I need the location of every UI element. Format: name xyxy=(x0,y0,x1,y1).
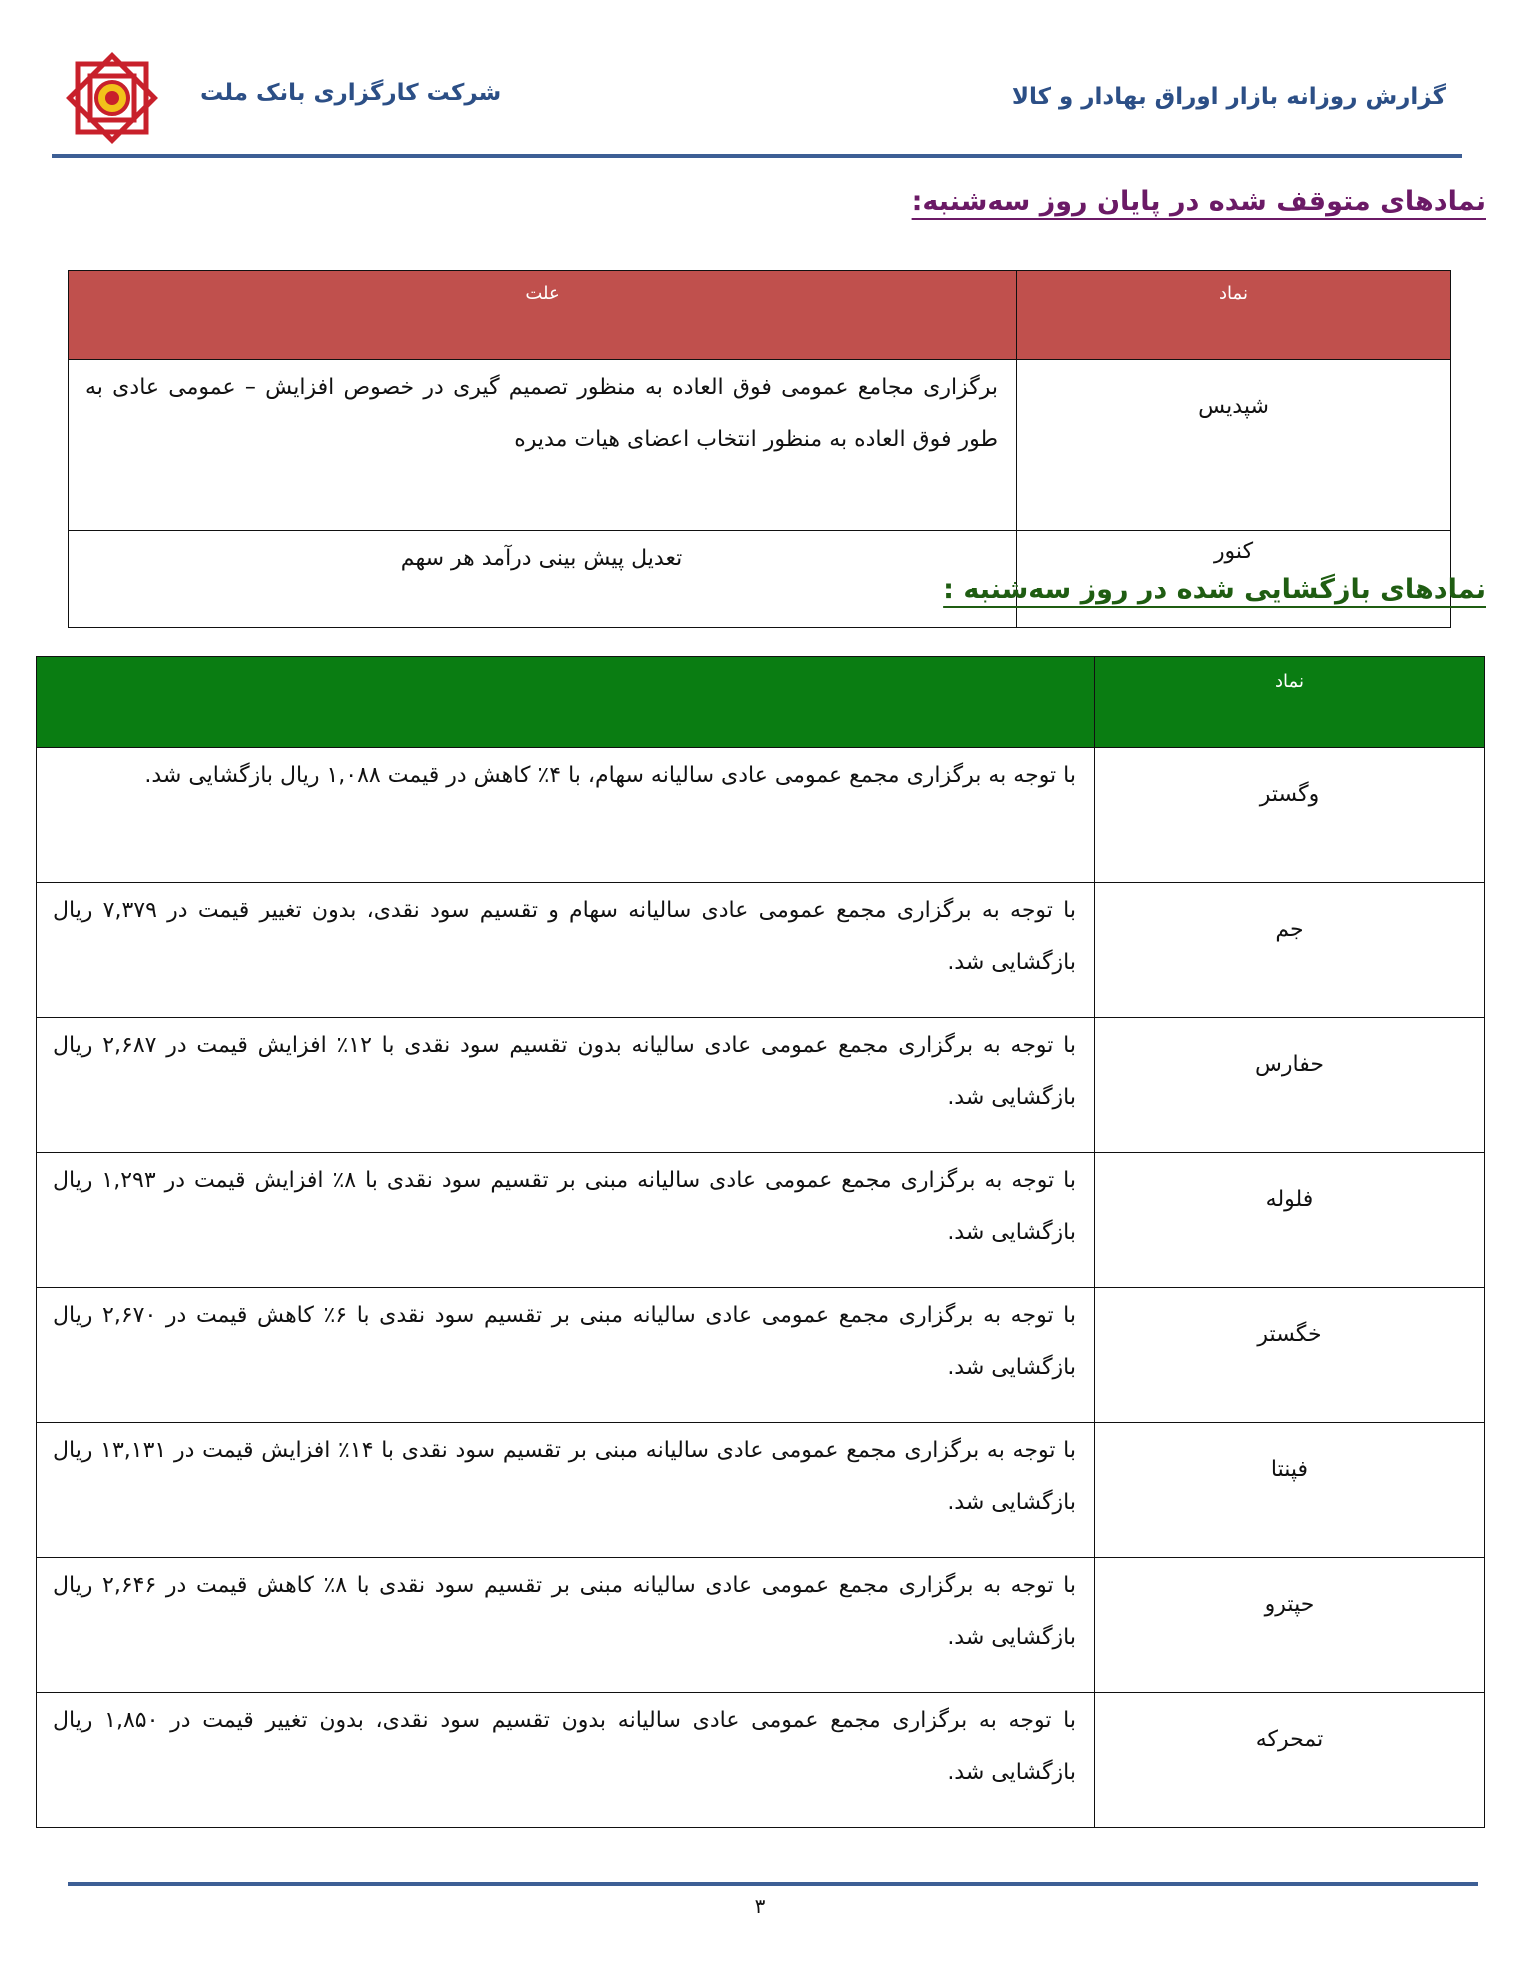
column-header-reason: علت xyxy=(69,271,1017,360)
description-cell: با توجه به برگزاری مجمع عمومی عادی سالیانه مبنی بر تقسیم سود نقدی با ۸٪ افزایش قیمت در ۱,۲۹۳ ریال بازگشایی شد. xyxy=(37,1153,1095,1288)
bank-mellat-logo-icon xyxy=(60,46,164,150)
symbol-cell: خگستر xyxy=(1095,1288,1485,1423)
symbol-cell: فپنتا xyxy=(1095,1423,1485,1558)
table-row xyxy=(69,360,1451,531)
symbol-cell: فلوله xyxy=(1095,1153,1485,1288)
description-cell: با توجه به برگزاری مجمع عمومی عادی سالیانه مبنی بر تقسیم سود نقدی با ۶٪ کاهش قیمت در ۲,۶۷۰ ریال بازگشایی شد. xyxy=(37,1288,1095,1423)
table-row xyxy=(37,883,1485,1018)
table-row xyxy=(37,1423,1485,1558)
description-cell: با توجه به برگزاری مجمع عمومی عادی سالیانه مبنی بر تقسیم سود نقدی با ۸٪ کاهش قیمت در ۲,۶۴۶ ریال بازگشایی شد. xyxy=(37,1558,1095,1693)
footer-divider xyxy=(68,1882,1478,1886)
table-row xyxy=(37,1693,1485,1828)
description-cell: با توجه به برگزاری مجمع عمومی عادی سالیانه سهام، با ۴٪ کاهش در قیمت ۱,۰۸۸ ریال بازگشایی شد. xyxy=(37,748,1095,883)
table-row xyxy=(37,1558,1485,1693)
company-name: شرکت کارگزاری بانک ملت xyxy=(200,80,502,106)
symbol-cell: وگستر xyxy=(1095,748,1485,883)
table-row xyxy=(37,1018,1485,1153)
reopened-symbols-table xyxy=(36,656,1485,1828)
table-row xyxy=(37,1153,1485,1288)
column-header-symbol: نماد xyxy=(1017,271,1451,360)
symbol-cell: تمحرکه xyxy=(1095,1693,1485,1828)
table-header-row xyxy=(37,657,1485,748)
report-title: گزارش روزانه بازار اوراق بهادار و کالا xyxy=(1011,84,1446,110)
table-header-row xyxy=(69,271,1451,360)
symbol-cell: جم xyxy=(1095,883,1485,1018)
header-divider xyxy=(52,154,1462,158)
reopened-section-title: نمادهای بازگشایی شده در روز سه‌شنبه : xyxy=(943,574,1486,605)
reason-cell: تعدیل پیش بینی درآمد هر سهم xyxy=(69,531,1017,628)
reason-cell: برگزاری مجامع عمومی فوق العاده به منظور تصمیم گیری در خصوص افزایش – عمومی عادی به طور فوق العاده به منظور انتخاب اعضای هیات مدیره xyxy=(69,360,1017,531)
description-cell: با توجه به برگزاری مجمع عمومی عادی سالیانه مبنی بر تقسیم سود نقدی با ۱۴٪ افزایش قیمت در ۱۳,۱۳۱ ریال بازگشایی شد. xyxy=(37,1423,1095,1558)
symbol-cell: حفارس xyxy=(1095,1018,1485,1153)
description-cell: با توجه به برگزاری مجمع عمومی عادی سالیانه سهام و تقسیم سود نقدی، بدون تغییر قیمت در ۷,۳۷۹ ریال بازگشایی شد. xyxy=(37,883,1095,1018)
page-number: ۳ xyxy=(754,1894,766,1918)
symbol-cell: شپدیس xyxy=(1017,360,1451,531)
column-header-description xyxy=(37,657,1095,748)
symbol-cell: حپترو xyxy=(1095,1558,1485,1693)
description-cell: با توجه به برگزاری مجمع عمومی عادی سالیانه بدون تقسیم سود نقدی با ۱۲٪ افزایش قیمت در ۲,۶۸۷ ریال بازگشایی شد. xyxy=(37,1018,1095,1153)
column-header-symbol: نماد xyxy=(1095,657,1485,748)
table-row xyxy=(37,1288,1485,1423)
symbol-cell: کنور xyxy=(1017,531,1451,628)
description-cell: با توجه به برگزاری مجمع عمومی عادی سالیانه بدون تقسیم سود نقدی، بدون تغییر قیمت در ۱,۸۵۰ ریال بازگشایی شد. xyxy=(37,1693,1095,1828)
halted-section-title: نمادهای متوقف شده در پایان روز سه‌شنبه: xyxy=(911,186,1486,217)
table-row xyxy=(37,748,1485,883)
